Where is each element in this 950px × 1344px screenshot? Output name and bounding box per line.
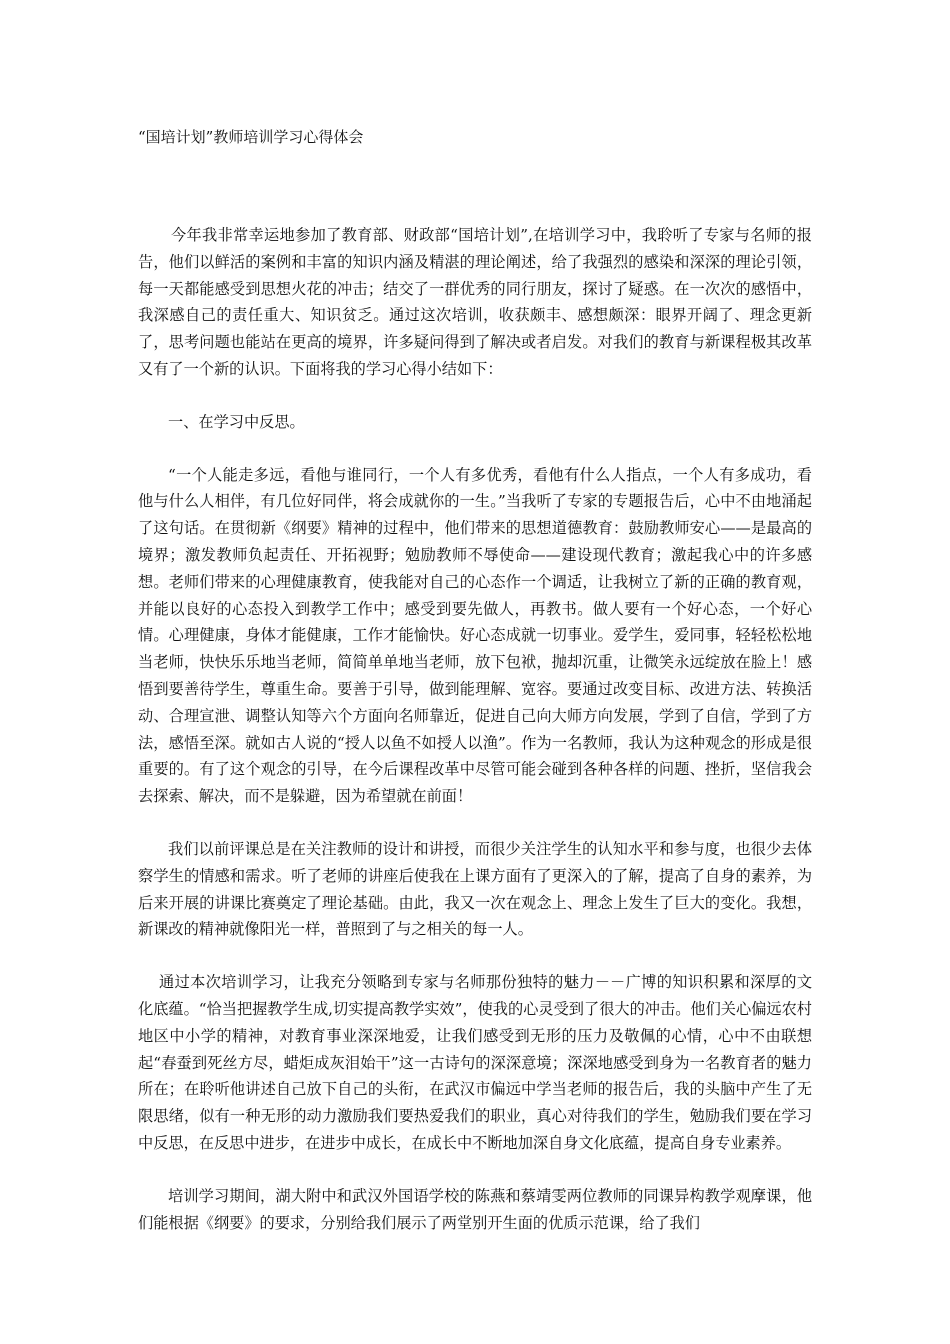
paragraph-intro: 今年我非常幸运地参加了教育部、财政部“国培计划”,在培训学习中，我聆听了专家与名师的报告，他们以鲜活的案例和丰富的知识内涵及精湛的理论阐述，给了我强烈的感染和深深的理论引领，每一天都能感受到思想火花的冲击；结交了一群优秀的同行朋友，探讨了疑惑。在一次次的感悟中，我深感自己的责任重大、知识贫乏。通过这次培训，收获颇丰、感想颇深：眼界开阔了、理念更新了，思考问题也能站在更高的境界，许多疑问得到了解决或者启发。对我们的教育与新课程极其改革又有了一个新的认识。下面将我的学习心得小结如下： bbox=[138, 226, 812, 378]
paragraph-gap bbox=[138, 436, 812, 462]
paragraph-gap bbox=[138, 1157, 812, 1183]
document-title: “国培计划”教师培训学习心得体会 bbox=[138, 128, 364, 146]
paragraph-gap bbox=[138, 943, 812, 969]
paragraph-quote: “一个人能走多远，看他与谁同行，一个人有多优秀，看他有什么人指点，一个人有多成功，看他与什么人相伴，有几位好同伴，将会成就你的一生。”当我听了专家的专题报告后，心中不由地涌起了这句话。在贯彻新《纲要》精神的过程中，他们带来的思想道德教育：鼓励教师安心——是最高的境界；激发教师负起责任、开拓视野；勉励教师不辱使命——建设现代教育；激起我心中的许多感想。老师们带来的心理健康教育，使我能对自己的心态作一个调适，让我树立了新的正确的教育观，并能以良好的心态投入到教学工作中；感受到要先做人，再教书。做人要有一个好心态，一个好心情。心理健康，身体才能健康，工作才能愉快。好心态成就一切事业。爱学生，爱同事，轻轻松松地当老师，快快乐乐地当老师，简简单单地当老师，放下包袱，抛却沉重，让微笑永远绽放在脸上！感悟到要善待学生，尊重生命。要善于引导，做到能理解、宽容。要通过改变目标、改进方法、转换活动、合理宣泄、调整认知等六个方面向名师靠近，促进自己向大师方向发展，学到了自信，学到了方法，感悟至深。就如古人说的“授人以鱼不如授人以渔”。作为一名教师，我认为这种观念的形成是很重要的。有了这个观念的引导，在今后课程改革中尽管可能会碰到各种各样的问题、挫折，坚信我会去探索、解决，而不是躲避，因为希望就在前面！ bbox=[138, 465, 812, 806]
paragraph-training: 通过本次培训学习，让我充分领略到专家与名师那份独特的魅力－－广博的知识积累和深厚的文化底蕴。“恰当把握教学生成,切实提高教学实效”，使我的心灵受到了很大的冲击。他们关心偏远农村地区中小学的精神，对教育事业深深地爱，让我们感受到无形的压力及敬佩的心情，心中不由联想起“春蚕到死丝方尽，蜡炬成灰泪始干”这一古诗句的深深意境；深深地感受到身为一名教育者的魅力所在；在聆听他讲述自己放下自己的头衔，在武汉市偏远中学当老师的报告后，我的头脑中产生了无限思绪，似有一种无形的动力激励我们要热爱我们的职业，真心对待我们的学生，勉励我们要在学习中反思，在反思中进步，在进步中成长，在成长中不断地加深自身文化底蕴，提高自身专业素养。 bbox=[138, 973, 812, 1152]
paragraph-gap bbox=[138, 810, 812, 836]
paragraph-observation: 培训学习期间，湖大附中和武汉外国语学校的陈燕和蔡靖雯两位教师的同课异构教学观摩课，他们能根据《纲要》的要求，分别给我们展示了两堂别开生面的优质示范课，给了我们 bbox=[138, 1186, 812, 1232]
section-heading-reflection: 一、在学习中反思。 bbox=[168, 412, 305, 431]
document-body bbox=[138, 222, 812, 1236]
paragraph-gap bbox=[138, 383, 812, 409]
paragraph-evaluation: 我们以前评课总是在关注教师的设计和讲授，而很少关注学生的认知水平和参与度，也很少去体察学生的情感和需求。听了老师的讲座后使我在上课方面有了更深入的了解，提高了自身的素养，为后来开展的讲课比赛奠定了理论基础。由此，我又一次在观念上、理念上发生了巨大的变化。我想，新课改的精神就像阳光一样，普照到了与之相关的每一人。 bbox=[138, 839, 812, 939]
